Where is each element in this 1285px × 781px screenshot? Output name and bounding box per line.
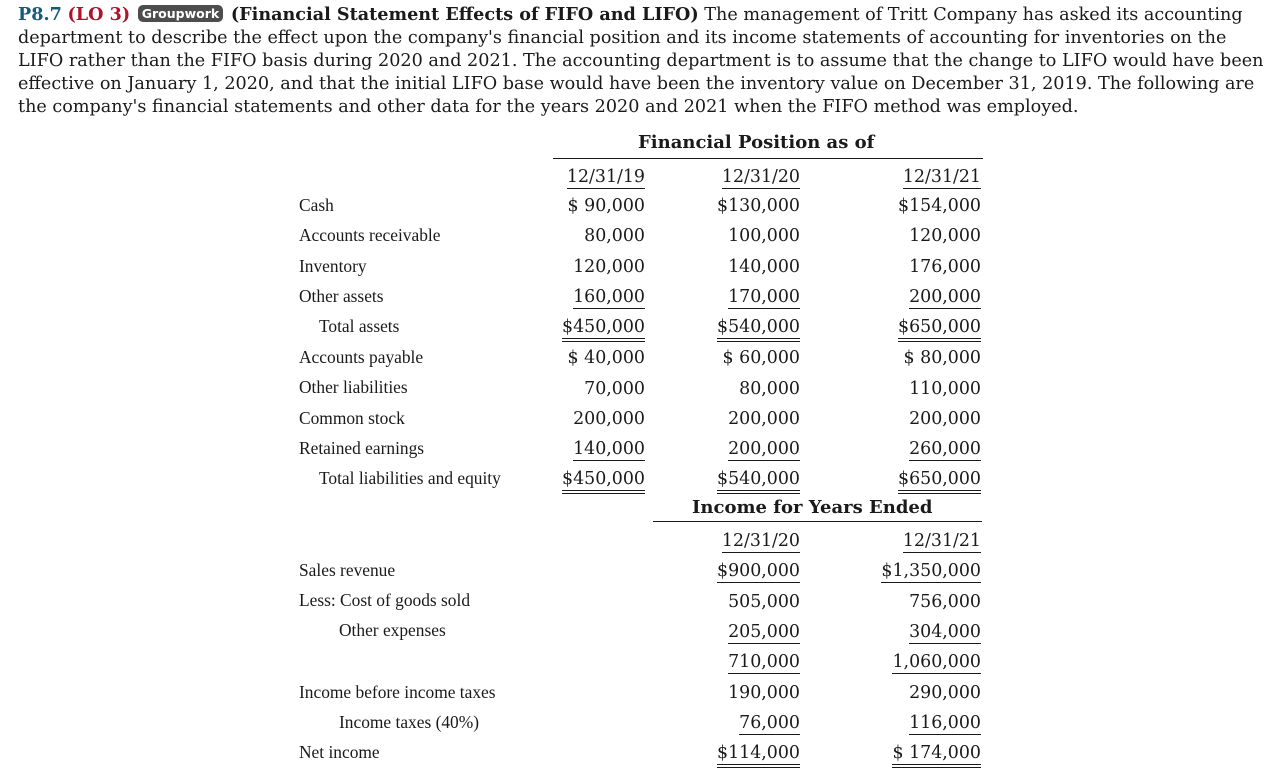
inc-row-label: Income taxes (40%)	[339, 712, 480, 732]
problem-title: (Financial Statement Effects of FIFO and LIFO)	[230, 4, 699, 25]
fp-cell: $ 40,000	[567, 348, 645, 368]
inc-cell: $900,000	[717, 561, 800, 581]
fp-col-header-2020: 12/31/20	[721, 167, 800, 187]
fp-row-label: Inventory	[299, 256, 367, 276]
inc-row-label: Net income	[299, 742, 380, 762]
inc-cell: 205,000	[728, 622, 800, 642]
fp-cell: 260,000	[909, 439, 981, 459]
inc-cell: 76,000	[739, 713, 800, 733]
inc-row-label: Less: Cost of goods sold	[299, 590, 471, 610]
groupwork-badge: Groupwork	[138, 5, 223, 22]
fp-cell: $450,000	[562, 316, 645, 342]
financial-position-heading-rule	[553, 158, 983, 159]
inc-col-header-2021: 12/31/21	[902, 531, 981, 551]
fp-cell: 200,000	[573, 409, 645, 429]
fp-col-header-2021: 12/31/21	[902, 167, 981, 187]
fp-cell: 80,000	[584, 226, 645, 246]
fp-row-label: Other assets	[299, 286, 384, 306]
inc-row-label: Other expenses	[339, 620, 446, 640]
fp-row-label: Retained earnings	[299, 438, 425, 458]
fp-cell: 140,000	[728, 257, 800, 277]
inc-cell: 1,060,000	[892, 652, 981, 672]
fp-cell: 200,000	[909, 409, 981, 429]
fp-row-label: Total assets	[319, 316, 400, 336]
fp-cell: 200,000	[728, 409, 800, 429]
fp-col-header-2019: 12/31/19	[566, 167, 645, 187]
inc-cell: $ 174,000	[892, 742, 981, 768]
fp-cell: $650,000	[898, 316, 981, 342]
inc-cell: 116,000	[909, 713, 981, 733]
fp-cell: 120,000	[909, 226, 981, 246]
problem-statement	[18, 3, 1270, 119]
inc-cell: 710,000	[728, 652, 800, 672]
fp-cell: 160,000	[573, 287, 645, 307]
income-heading: Income for Years Ended	[692, 497, 933, 518]
fp-cell: $450,000	[562, 468, 645, 494]
problem-id: P8.7	[18, 4, 62, 25]
inc-col-header-2020: 12/31/20	[721, 531, 800, 551]
inc-cell: 756,000	[909, 592, 981, 612]
inc-cell: $114,000	[717, 742, 800, 768]
inc-cell: 190,000	[728, 683, 800, 703]
income-heading-rule	[653, 521, 982, 522]
fp-cell: 140,000	[573, 439, 645, 459]
fp-row-label: Other liabilities	[299, 377, 408, 397]
fp-cell: 110,000	[909, 379, 981, 399]
fp-row-label: Common stock	[299, 408, 405, 428]
fp-row-label: Accounts receivable	[299, 225, 441, 245]
fp-cell: $130,000	[717, 196, 800, 216]
fp-cell: $ 80,000	[903, 348, 981, 368]
learning-objective: (LO 3)	[67, 4, 131, 25]
fp-cell: $154,000	[898, 196, 981, 216]
fp-cell: $ 60,000	[722, 348, 800, 368]
fp-cell: 200,000	[728, 439, 800, 459]
inc-row-label: Sales revenue	[299, 560, 396, 580]
inc-row-label: Income before income taxes	[299, 682, 496, 702]
inc-cell: $1,350,000	[881, 561, 981, 581]
financial-position-heading: Financial Position as of	[638, 132, 875, 153]
fp-row-label: Total liabilities and equity	[319, 468, 501, 488]
fp-cell: 80,000	[739, 379, 800, 399]
fp-cell: 100,000	[728, 226, 800, 246]
fp-row-label: Accounts payable	[299, 347, 424, 367]
inc-cell: 304,000	[909, 622, 981, 642]
inc-cell: 290,000	[909, 683, 981, 703]
fp-cell: $650,000	[898, 468, 981, 494]
fp-cell: $540,000	[717, 316, 800, 342]
fp-cell: 200,000	[909, 287, 981, 307]
fp-cell: $ 90,000	[567, 196, 645, 216]
fp-row-label: Cash	[299, 195, 334, 215]
fp-cell: 120,000	[573, 257, 645, 277]
fp-cell: 176,000	[909, 257, 981, 277]
inc-cell: 505,000	[728, 592, 800, 612]
problem-text: The management of Tritt Company has asked its accounting department to describe the effect upon the company's financial position and its income statements of accounting for inventories on the LIFO rather than the FIFO basis during 2020 and 2021. The accounting department is to assume that the change to LIFO would have been effective on January 1, 2020, and that the initial LIFO base would have been the inventory value on December 31, 2019. The following are the company's financial statements and other data for the years 2020 and 2021 when the FIFO method was employed.	[18, 5, 1264, 117]
fp-cell: $540,000	[717, 468, 800, 494]
fp-cell: 70,000	[584, 379, 645, 399]
fp-cell: 170,000	[728, 287, 800, 307]
